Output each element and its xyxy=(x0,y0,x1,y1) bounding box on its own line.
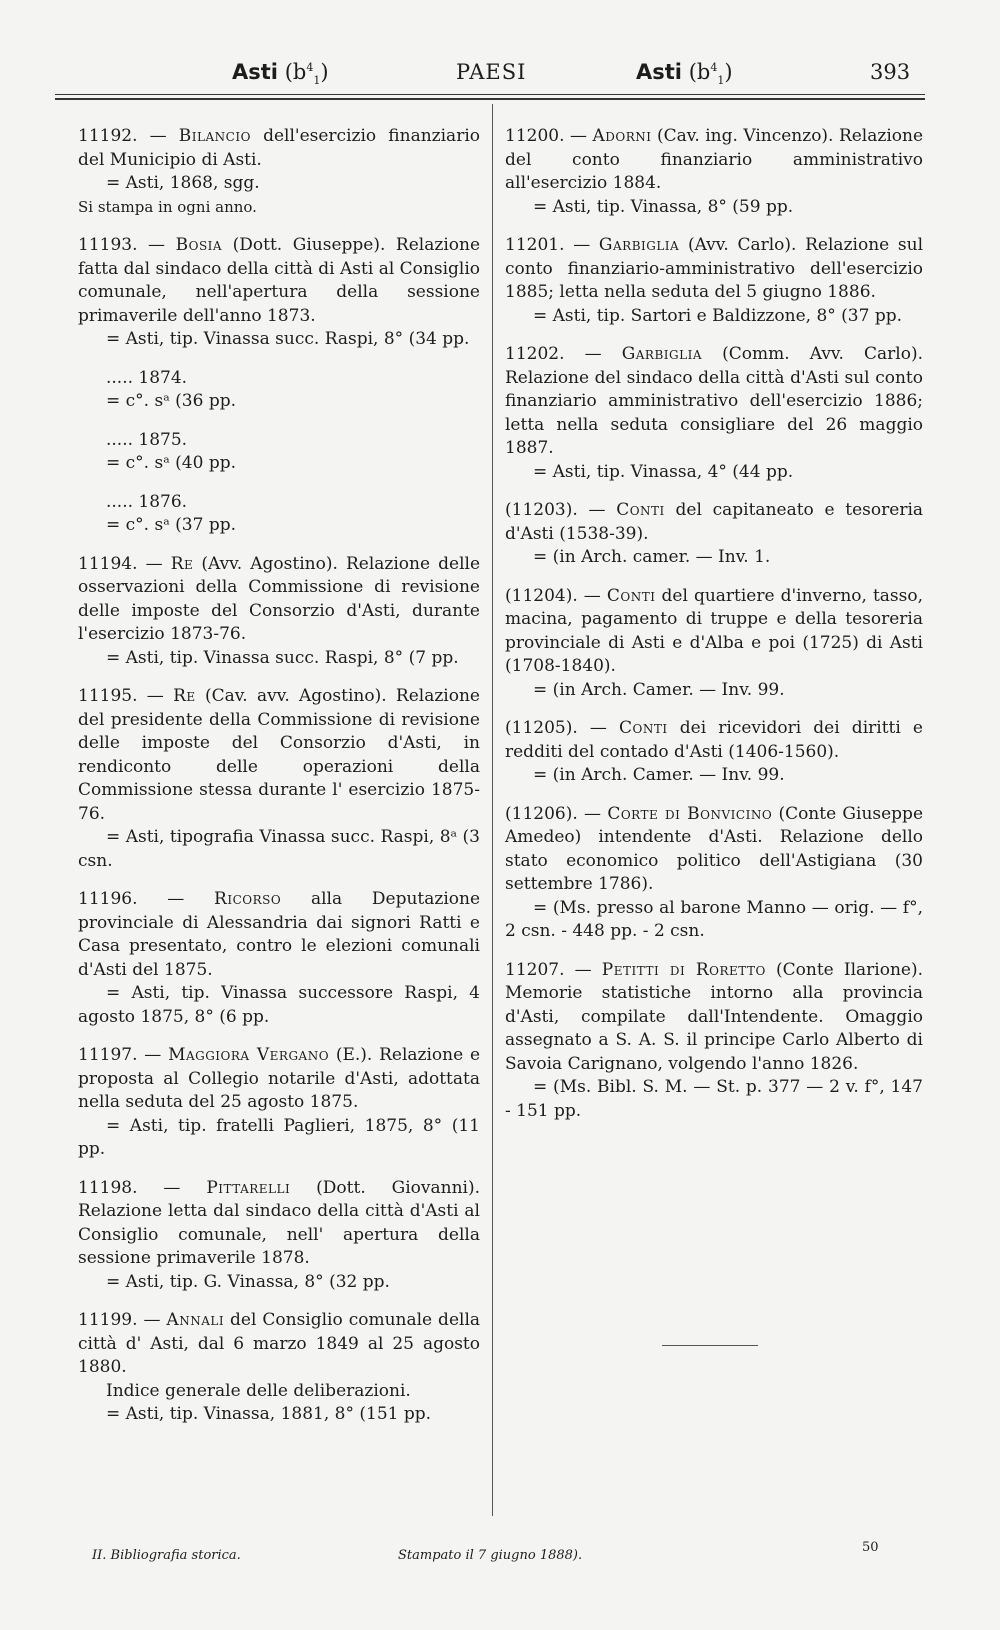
entry-number: (11206). xyxy=(505,803,578,824)
entry-publication: = Asti, tip. Sartori e Baldizzone, 8° (37 pp. xyxy=(533,305,902,326)
entry-number: 11195. xyxy=(78,686,138,706)
bibliography-entry: (11205). — Conti dei ricevidori dei diritti e redditi del contado d'Asti (1406-1560). = (in Arch. Camer. — Inv. 99. xyxy=(505,717,923,788)
entry-number: 11201. xyxy=(505,235,565,255)
entry-title: ..... 1874. xyxy=(106,367,188,388)
entry-title: del capitaneato e tesoreria d'Asti (1538-39). xyxy=(505,500,924,544)
page-number: 393 xyxy=(870,60,911,84)
entry-publication: = Asti, tip. fratelli Paglieri, 1875, 8° (11 pp. xyxy=(78,1115,480,1159)
bibliography-entry: 11198. — Pittarelli (Dott. Giovanni). Relazione letta dal sindaco della città d'Asti al Consiglio comunale, nell' apertura della sessione primaverile 1878. = Asti, tip. G. Vinassa, 8° (32 pp. xyxy=(78,1177,480,1295)
entry-publication: = (in Arch. Camer. — Inv. 99. xyxy=(533,679,785,700)
entry-title: alla Deputazione provinciale di Alessandria dai signori Ratti e Casa presentato, contro le elezioni comunali d'Asti del 1875. xyxy=(78,889,481,980)
bibliography-entry: 11196. — Ricorso alla Deputazione provinciale di Alessandria dai signori Ratti e Casa presentato, contro le elezioni comunali d'Asti del 1875. = Asti, tip. Vinassa successore Raspi, 4 agosto 1875, 8° (6 pp. xyxy=(78,888,480,1029)
entry-title: (Cav. avv. Agostino). Relazione del presidente della Commissione di revisione delle imposte del Consorzio d'Asti, in rendiconto delle operazioni della Commissione stessa durante l' esercizio 1875-76. xyxy=(78,686,480,824)
entry-publication: = c°. sᵃ (40 pp. xyxy=(106,453,236,473)
bibliography-entry: 11197. — Maggiora Vergano (E.). Relazione e proposta al Collegio notarile d'Asti, adottata nella seduta del 25 agosto 1875. = Asti, tip. fratelli Paglieri, 1875, 8° (11 pp. xyxy=(78,1044,480,1162)
entry-publication: = Asti, tipografia Vinassa succ. Raspi, 8ᵃ (3 csn. xyxy=(78,827,480,871)
entry-publication: = Asti, tip. Vinassa, 1881, 8° (151 pp. xyxy=(106,1404,432,1424)
entry-publication: = Asti, tip. Vinassa, 4° (44 pp. xyxy=(533,461,794,482)
bibliography-entry: (11203). — Conti del capitaneato e tesoreria d'Asti (1538-39). = (in Arch. camer. — Inv. 1. xyxy=(505,499,923,570)
entry-title: dei ricevidori dei diritti e redditi del contado d'Asti (1406-1560). xyxy=(505,718,923,762)
entry-number: (11204). xyxy=(505,585,578,606)
entry-title: ..... 1876. xyxy=(106,491,188,512)
entry-number: 11200. xyxy=(505,126,565,146)
bibliography-entry: 11194. — Re (Avv. Agostino). Relazione delle osservazioni della Commissione di revisione delle imposte del Consorzio d'Asti, durante l'esercizio 1873-76. = Asti, tip. Vinassa succ. Raspi, 8° (7 pp. xyxy=(78,553,480,671)
bibliography-entry: (11204). — Conti del quartiere d'inverno, tasso, macina, pagamento di truppe e della tesoreria provinciale di Asti e d'Alba e poi (1725) di Asti (1708-1840). = (in Arch. Camer. — Inv. 99. xyxy=(505,585,923,703)
bibliography-entry: 11193. — Bosia (Dott. Giuseppe). Relazione fatta dal sindaco della città di Asti al Consiglio comunale, nell'apertura della sessione primaverile dell'anno 1873. = Asti, tip. Vinassa succ. Raspi, 8° (34 pp. xyxy=(78,234,480,352)
entry-title: (Avv. Carlo). Relazione sul conto finanziario-amministrativo dell'esercizio 1885; letta nella seduta del 5 giugno 1886. xyxy=(505,235,924,302)
entry-title: (Conte Giuseppe Amedeo) intendente d'Asti. Relazione dello stato economico politico dell'Astigiana (30 settembre 1786). xyxy=(505,803,924,894)
entry-extra: Indice generale delle deliberazioni. xyxy=(106,1380,411,1401)
entry-title: (Cav. ing. Vincenzo). Relazione del conto finanziario amministrativo all'esercizio 1884. xyxy=(505,126,924,193)
entry-author: Re xyxy=(170,553,194,574)
signature-mark: 50 xyxy=(862,1540,879,1555)
column-divider xyxy=(492,104,493,1516)
entry-author: Annali xyxy=(166,1310,225,1330)
entry-number: 11196. xyxy=(78,889,138,909)
entry-title: (E.). Relazione e proposta al Collegio notarile d'Asti, adottata nella seduta del 25 agosto 1875. xyxy=(78,1045,481,1112)
entry-number: 11202. xyxy=(505,344,565,364)
footer-left: II. Bibliografia storica. xyxy=(92,1548,241,1563)
entry-title: dell'esercizio finanziario del Municipio di Asti. xyxy=(78,126,480,170)
entry-publication: = (in Arch. camer. — Inv. 1. xyxy=(533,547,771,567)
entry-title: (Dott. Giuseppe). Relazione fatta dal sindaco della città di Asti al Consiglio comunale, nell'apertura della sessione primaverile dell'anno 1873. xyxy=(78,235,481,326)
entry-publication: = Asti, tip. Vinassa successore Raspi, 4 agosto 1875, 8° (6 pp. xyxy=(78,983,480,1027)
entry-number: 11207. xyxy=(505,959,565,980)
entry-publication: = Asti, tip. Vinassa succ. Raspi, 8° (7 pp. xyxy=(106,647,459,668)
entry-title: del quartiere d'inverno, tasso, macina, pagamento di truppe e della tesoreria provinciale di Asti e d'Alba e poi (1725) di Asti (1708-1840). xyxy=(505,585,924,676)
left-column xyxy=(78,125,480,1442)
entry-author: Garbiglia xyxy=(621,344,702,364)
entry-author: Conti xyxy=(616,500,665,520)
entry-author: Re xyxy=(173,686,196,706)
bibliography-entry: 11199. — Annali del Consiglio comunale della città d' Asti, dal 6 marzo 1849 al 25 agosto 1880. Indice generale delle deliberazioni. = Asti, tip. Vinassa, 1881, 8° (151 pp. xyxy=(78,1309,480,1427)
footer-center: Stampato il 7 giugno 1888). xyxy=(398,1548,583,1563)
bibliography-entry: 11201. — Garbiglia (Avv. Carlo). Relazione sul conto finanziario-amministrativo dell'esercizio 1885; letta nella seduta del 5 giugno 1886. = Asti, tip. Sartori e Baldizzone, 8° (37 pp. xyxy=(505,234,923,328)
header-center: PAESI xyxy=(456,60,527,84)
entry-publication: = Asti, tip. Vinassa, 8° (59 pp. xyxy=(533,196,794,217)
entry-publication: = c°. sᵃ (37 pp. xyxy=(106,515,236,535)
end-rule xyxy=(662,1345,758,1346)
bibliography-entry xyxy=(78,429,480,476)
running-header xyxy=(0,50,1000,90)
entry-author: Ricorso xyxy=(214,889,282,909)
bibliography-entry: 11207. — Petitti di Roretto (Conte Ilarione). Memorie statistiche intorno alla provincia d'Asti, compilate dall'Intendente. Omaggio assegnato a S. A. S. il principe Carlo Alberto di Savoia Carignano, volgendo l'anno 1826. = (Ms. Bibl. S. M. — St. p. 377 — 2 v. f°, 147 - 151 pp. xyxy=(505,959,923,1124)
entry-number: 11193. xyxy=(78,235,138,255)
entry-title: (Conte Ilarione). Memorie statistiche intorno alla provincia d'Asti, compilate dall'Intendente. Omaggio assegnato a S. A. S. il principe Carlo Alberto di Savoia Carignano, volgendo l'anno 1826. xyxy=(505,959,923,1074)
bibliography-entry xyxy=(78,367,480,414)
bibliography-entry: (11206). — Corte di Bonvicino (Conte Giuseppe Amedeo) intendente d'Asti. Relazione dello stato economico politico dell'Astigiana (30 settembre 1786). = (Ms. presso al barone Manno — orig. — f°, 2 csn. - 448 pp. - 2 csn. xyxy=(505,803,923,944)
entry-author: Corte di Bonvicino xyxy=(607,803,773,824)
entry-number: 11192. xyxy=(78,126,138,146)
entry-number: 11197. xyxy=(78,1045,138,1065)
header-left: Asti $(b^4_1)$ xyxy=(232,60,329,88)
header-rule-thin xyxy=(55,94,925,95)
entry-author: Conti xyxy=(619,718,668,738)
entry-title: (Dott. Giovanni). Relazione letta dal sindaco della città d'Asti al Consiglio comunale, nell' apertura della sessione primaverile 1878. xyxy=(78,1177,480,1268)
entry-title: (Avv. Agostino). Relazione delle osservazioni della Commissione di revisione delle imposte del Consorzio d'Asti, durante l'esercizio 1873-76. xyxy=(78,553,481,644)
entry-author: Garbiglia xyxy=(598,235,680,255)
entry-author: Adorni xyxy=(592,126,652,146)
bibliography-entry: 11202. — Garbiglia (Comm. Avv. Carlo). Relazione del sindaco della città d'Asti sul conto finanziario amministrativo dell'esercizio 1886; letta nella seduta consigliare del 26 maggio 1887. = Asti, tip. Vinassa, 4° (44 pp. xyxy=(505,343,923,484)
entry-publication: = (Ms. Bibl. S. M. — St. p. 377 — 2 v. f°, 147 - 151 pp. xyxy=(505,1077,923,1121)
bibliography-entry: 11200. — Adorni (Cav. ing. Vincenzo). Relazione del conto finanziario amministrativo all'esercizio 1884. = Asti, tip. Vinassa, 8° (59 pp. xyxy=(505,125,923,219)
entry-author: Bilancio xyxy=(178,126,251,146)
entry-publication: = Asti, 1868, sgg. xyxy=(106,173,260,193)
header-rule-thick xyxy=(55,98,925,100)
entry-number: 11194. xyxy=(78,553,138,574)
entry-publication: = Asti, tip. Vinassa succ. Raspi, 8° (34 pp. xyxy=(106,329,470,349)
entry-author: Petitti di Roretto xyxy=(601,959,766,980)
right-column xyxy=(505,125,923,1138)
entry-publication: = c°. sᵃ (36 pp. xyxy=(106,391,236,411)
entry-author: Pittarelli xyxy=(206,1177,291,1198)
entry-author: Maggiora Vergano xyxy=(168,1045,330,1065)
entry-number: (11205). xyxy=(505,718,578,738)
bibliography-entry: 11195. — Re (Cav. avv. Agostino). Relazione del presidente della Commissione di revisione delle imposte del Consorzio d'Asti, in rendiconto delle operazioni della Commissione stessa durante l' esercizio 1875-76. = Asti, tipografia Vinassa succ. Raspi, 8ᵃ (3 csn. xyxy=(78,685,480,873)
entry-title: del Consiglio comunale della città d' Asti, dal 6 marzo 1849 al 25 agosto 1880. xyxy=(78,1310,481,1377)
entry-note: Si stampa in ogni anno. xyxy=(78,197,257,216)
bibliography-entry: 11192. — Bilancio dell'esercizio finanziario del Municipio di Asti. = Asti, 1868, sgg. Si stampa in ogni anno. xyxy=(78,125,480,219)
entry-title: ..... 1875. xyxy=(106,429,188,450)
entry-author: Bosia xyxy=(175,235,223,255)
entry-title: (Comm. Avv. Carlo). Relazione del sindaco della città d'Asti sul conto finanziario amministrativo dell'esercizio 1886; letta nella seduta consigliare del 26 maggio 1887. xyxy=(505,344,923,458)
entry-publication: = Asti, tip. G. Vinassa, 8° (32 pp. xyxy=(106,1271,390,1292)
entry-number: 11198. xyxy=(78,1177,138,1198)
entry-number: (11203). xyxy=(505,500,578,520)
entry-author: Conti xyxy=(606,585,656,606)
bibliography-entry xyxy=(78,491,480,538)
entry-publication: = (in Arch. Camer. — Inv. 99. xyxy=(533,765,785,785)
entry-publication: = (Ms. presso al barone Manno — orig. — f°, 2 csn. - 448 pp. - 2 csn. xyxy=(505,897,923,941)
entry-number: 11199. xyxy=(78,1310,138,1330)
header-right: Asti $(b^4_1)$ xyxy=(636,60,733,88)
